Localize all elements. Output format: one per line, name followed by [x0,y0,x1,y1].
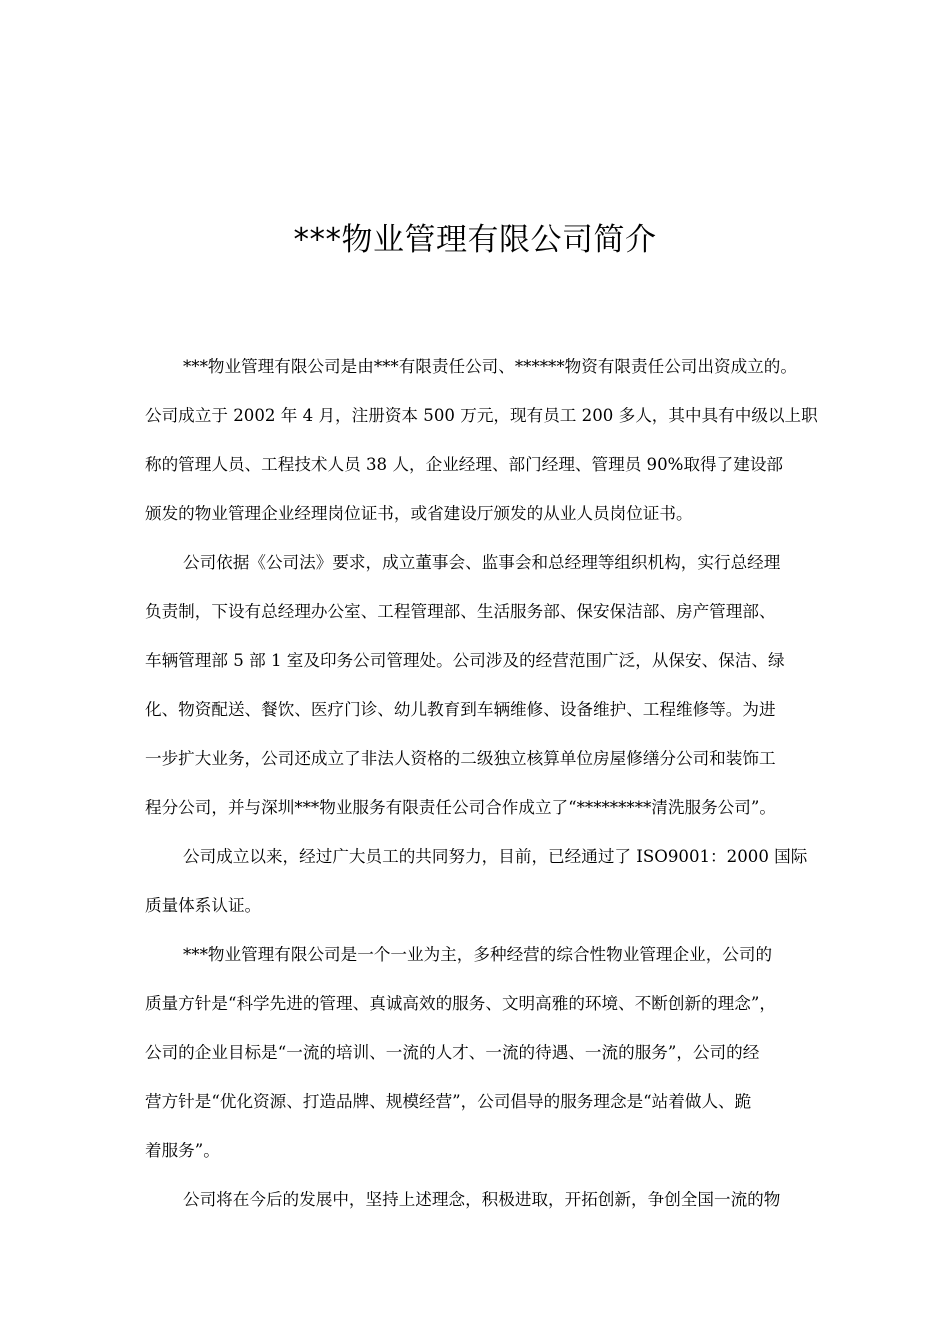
paragraph-4-line-3: 公司的企业目标是“一流的培训、一流的人才、一流的待遇、一流的服务”，公司的经 [145,1043,760,1062]
paragraph-1-line-2: 公司成立于 2002 年 4 月，注册资本 500 万元，现有员工 200 多人，其中具有中级以上职 [145,406,818,425]
paragraph-3-line-1: 公司成立以来，经过广大员工的共同努力，目前，已经通过了 ISO9001：2000 国际 [183,847,808,866]
paragraph-1-line-1: ***物业管理有限公司是由***有限责任公司、******物资有限责任公司出资成立的。 [183,357,797,376]
paragraph-4-line-4: 营方针是“优化资源、打造品牌、规模经营”，公司倡导的服务理念是“站着做人、跪 [145,1092,752,1111]
paragraph-1-line-3: 称的管理人员、工程技术人员 38 人，企业经理、部门经理、管理员 90%取得了建设部 [145,455,784,474]
paragraph-2-line-4: 化、物资配送、餐饮、医疗门诊、幼儿教育到车辆维修、设备维护、工程维修等。为进 [145,700,776,719]
paragraph-4-line-5: 着服务”。 [145,1141,220,1160]
paragraph-2-line-6: 程分公司，并与深圳***物业服务有限责任公司合作成立了“*********清洗服务公司”。 [145,798,776,817]
paragraph-5-line-1: 公司将在今后的发展中，坚持上述理念，积极进取，开拓创新，争创全国一流的物 [183,1190,781,1209]
document-title: ***物业管理有限公司简介 [293,222,657,258]
paragraph-4-line-1: ***物业管理有限公司是一个一业为主，多种经营的综合性物业管理企业，公司的 [183,945,773,964]
paragraph-2-line-2: 负责制，下设有总经理办公室、工程管理部、生活服务部、保安保洁部、房产管理部、 [145,602,776,621]
paragraph-1-line-4: 颁发的物业管理企业经理岗位证书，或省建设厅颁发的从业人员岗位证书。 [145,504,693,523]
paragraph-2-line-3: 车辆管理部 5 部 1 室及印务公司管理处。公司涉及的经营范围广泛，从保安、保洁、绿 [145,651,785,670]
paragraph-2-line-5: 一步扩大业务，公司还成立了非法人资格的二级独立核算单位房屋修缮分公司和装饰工 [145,749,776,768]
paragraph-3-line-2: 质量体系认证。 [145,896,262,915]
paragraph-4-line-2: 质量方针是“科学先进的管理、真诚高效的服务、文明高雅的环境、不断创新的理念”， [145,994,776,1013]
paragraph-2-line-1: 公司依据《公司法》要求，成立董事会、监事会和总经理等组织机构，实行总经理 [183,553,781,572]
